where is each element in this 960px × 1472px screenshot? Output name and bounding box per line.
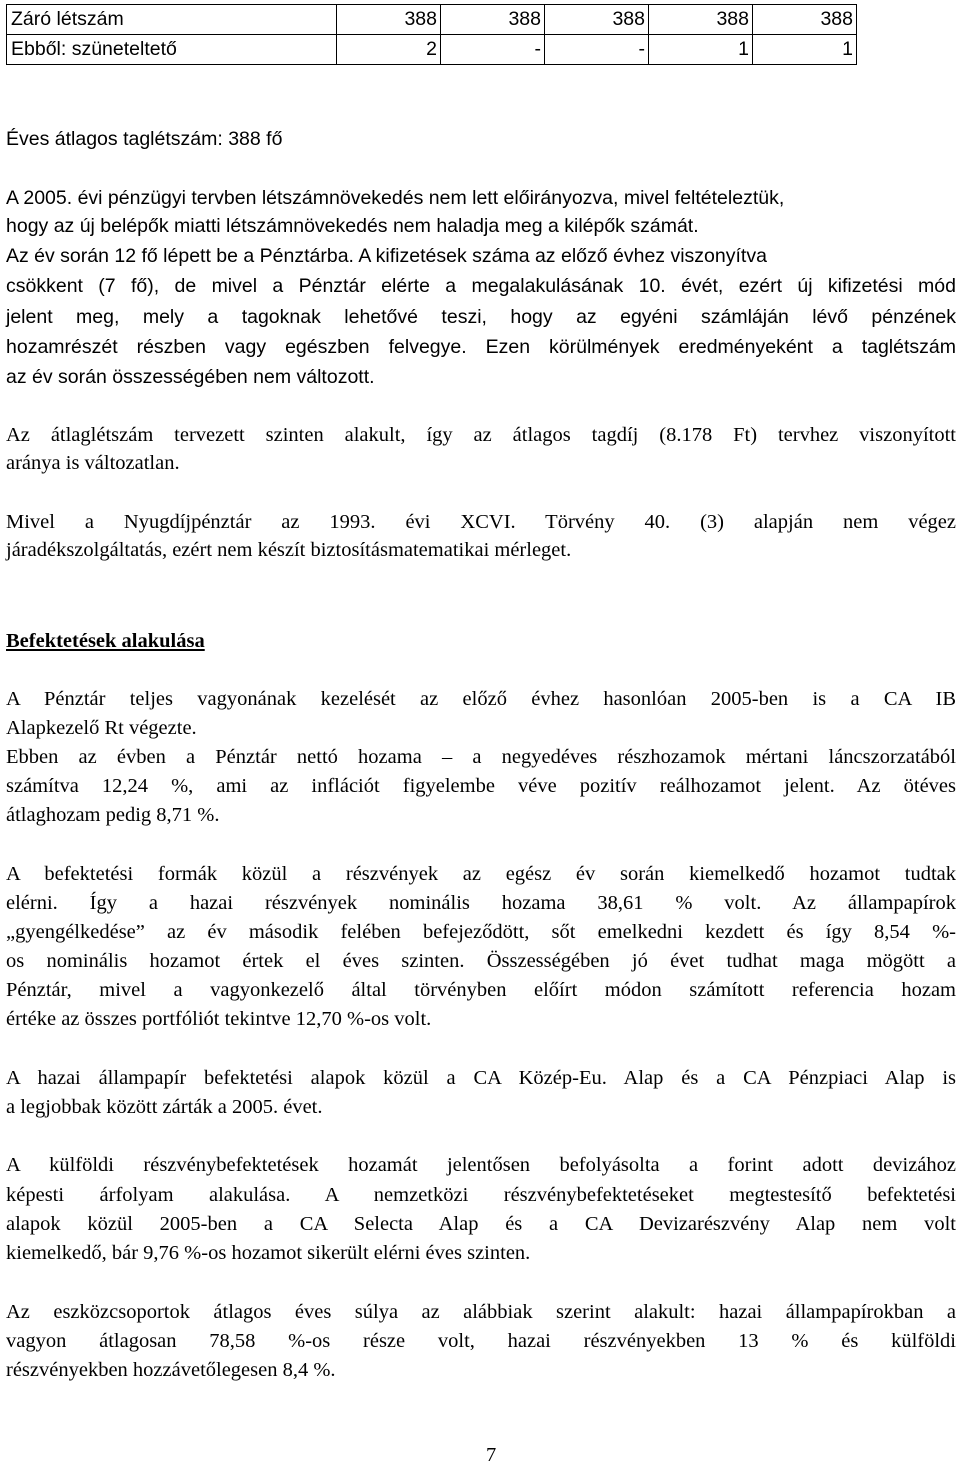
paragraph-line: elérni. Így a hazai részvények nominális hozama 38,61 % volt. Az állampapírok bbox=[6, 892, 956, 914]
paragraph-line: Ebben az évben a Pénztár nettó hozama – a negyedéves részhozamok mértani láncszorzatából bbox=[6, 746, 956, 768]
paragraph-line: átlaghozam pedig 8,71 %. bbox=[6, 804, 220, 826]
paragraph-line: részvényekben hozzávetőlegesen 8,4 %. bbox=[6, 1359, 336, 1381]
paragraph-line: Az év során 12 fő lépett be a Pénztárba. A kifizetések száma az előző évhez viszonyítva bbox=[6, 245, 767, 267]
paragraph-line: hozamrészét részben vagy egészben felvegye. Ezen körülmények eredményeként a taglétszám bbox=[6, 336, 956, 358]
paragraph-line: Alapkezelő Rt végezte. bbox=[6, 717, 197, 739]
table-cell: 2 bbox=[337, 35, 441, 65]
table-cell: 1 bbox=[649, 35, 753, 65]
paragraph-line: képesti árfolyam alakulása. A nemzetközi részvénybefektetéseket megtestesítő befektetési bbox=[6, 1184, 956, 1206]
paragraph-line: Az átlaglétszám tervezett szinten alakult, így az átlagos tagdíj (8.178 Ft) tervhez viszonyított bbox=[6, 424, 956, 446]
table-row bbox=[7, 5, 857, 35]
paragraph-line: hogy az új belépők miatti létszámnövekedés nem haladja meg a kilépők számát. bbox=[6, 215, 699, 237]
paragraph-line: Az eszközcsoportok átlagos éves súlya az alábbiak szerint alakult: hazai állampapírokban a bbox=[6, 1301, 956, 1323]
paragraph-line: aránya is változatlan. bbox=[6, 452, 180, 474]
average-headcount-line: Éves átlagos taglétszám: 388 fő bbox=[6, 128, 283, 150]
table-cell: - bbox=[545, 35, 649, 65]
paragraph-line: jelent meg, mely a tagoknak lehetővé teszi, hogy az egyéni számláján lévő pénzének bbox=[6, 306, 956, 328]
table-cell: 388 bbox=[545, 5, 649, 35]
paragraph-line: csökkent (7 fő), de mivel a Pénztár elérte a megalakulásának 10. évét, ezért új kifizetési mód bbox=[6, 275, 956, 297]
paragraph-line: A befektetési formák közül a részvények az egész év során kiemelkedő hozamot tudtak bbox=[6, 863, 956, 885]
paragraph-line: az év során összességében nem változott. bbox=[6, 366, 375, 388]
table-cell: 1 bbox=[753, 35, 857, 65]
paragraph-line: Mivel a Nyugdíjpénztár az 1993. évi XCVI. Törvény 40. (3) alapján nem végez bbox=[6, 511, 956, 533]
paragraph-line: vagyon átlagosan 78,58 %-os része volt, hazai részvényekben 13 % és külföldi bbox=[6, 1330, 956, 1352]
paragraph-line: értéke az összes portfóliót tekintve 12,70 %-os volt. bbox=[6, 1008, 432, 1030]
table-row-label: Záró létszám bbox=[7, 5, 337, 35]
table-cell: 388 bbox=[337, 5, 441, 35]
paragraph-line: A 2005. évi pénzügyi tervben létszámnövekedés nem lett előirányozva, mivel feltételeztük, bbox=[6, 187, 785, 209]
table-cell: 388 bbox=[441, 5, 545, 35]
paragraph-line: Pénztár, mivel a vagyonkezelő által törvényben előírt módon számított referencia hozam bbox=[6, 979, 956, 1001]
headcount-table bbox=[6, 4, 857, 65]
table-cell: 388 bbox=[649, 5, 753, 35]
paragraph-line: alapok közül 2005-ben a CA Selecta Alap és a CA Devizarészvény Alap nem volt bbox=[6, 1213, 956, 1235]
table-cell: 388 bbox=[753, 5, 857, 35]
table-cell: - bbox=[441, 35, 545, 65]
table-row bbox=[7, 35, 857, 65]
paragraph-line: A Pénztár teljes vagyonának kezelését az előző évhez hasonlóan 2005-ben is a CA IB bbox=[6, 688, 956, 710]
paragraph-line: A külföldi részvénybefektetések hozamát jelentősen befolyásolta a forint adott devizához bbox=[6, 1154, 956, 1176]
page-number: 7 bbox=[486, 1444, 497, 1466]
section-heading: Befektetések alakulása bbox=[6, 630, 205, 652]
paragraph-line: os nominális hozamot értek el éves szinten. Összességében jó évet tudhat maga mögött a bbox=[6, 950, 956, 972]
paragraph-line: kiemelkedő, bár 9,76 %-os hozamot sikerült elérni éves szinten. bbox=[6, 1242, 531, 1264]
paragraph-line: „gyengélkedése” az év második felében befejeződött, sőt emelkedni kezdett és így 8,54 %- bbox=[6, 921, 956, 943]
paragraph-line: a legjobbak között zárták a 2005. évet. bbox=[6, 1096, 323, 1118]
paragraph-line: járadékszolgáltatás, ezért nem készít biztosításmatematikai mérleget. bbox=[6, 539, 572, 561]
paragraph-line: számítva 12,24 %, ami az inflációt figyelembe véve pozitív reálhozamot jelent. Az ötéves bbox=[6, 775, 956, 797]
paragraph-line: A hazai állampapír befektetési alapok közül a CA Közép-Eu. Alap és a CA Pénzpiaci Alap is bbox=[6, 1067, 956, 1089]
table-row-label: Ebből: szüneteltető bbox=[7, 35, 337, 65]
